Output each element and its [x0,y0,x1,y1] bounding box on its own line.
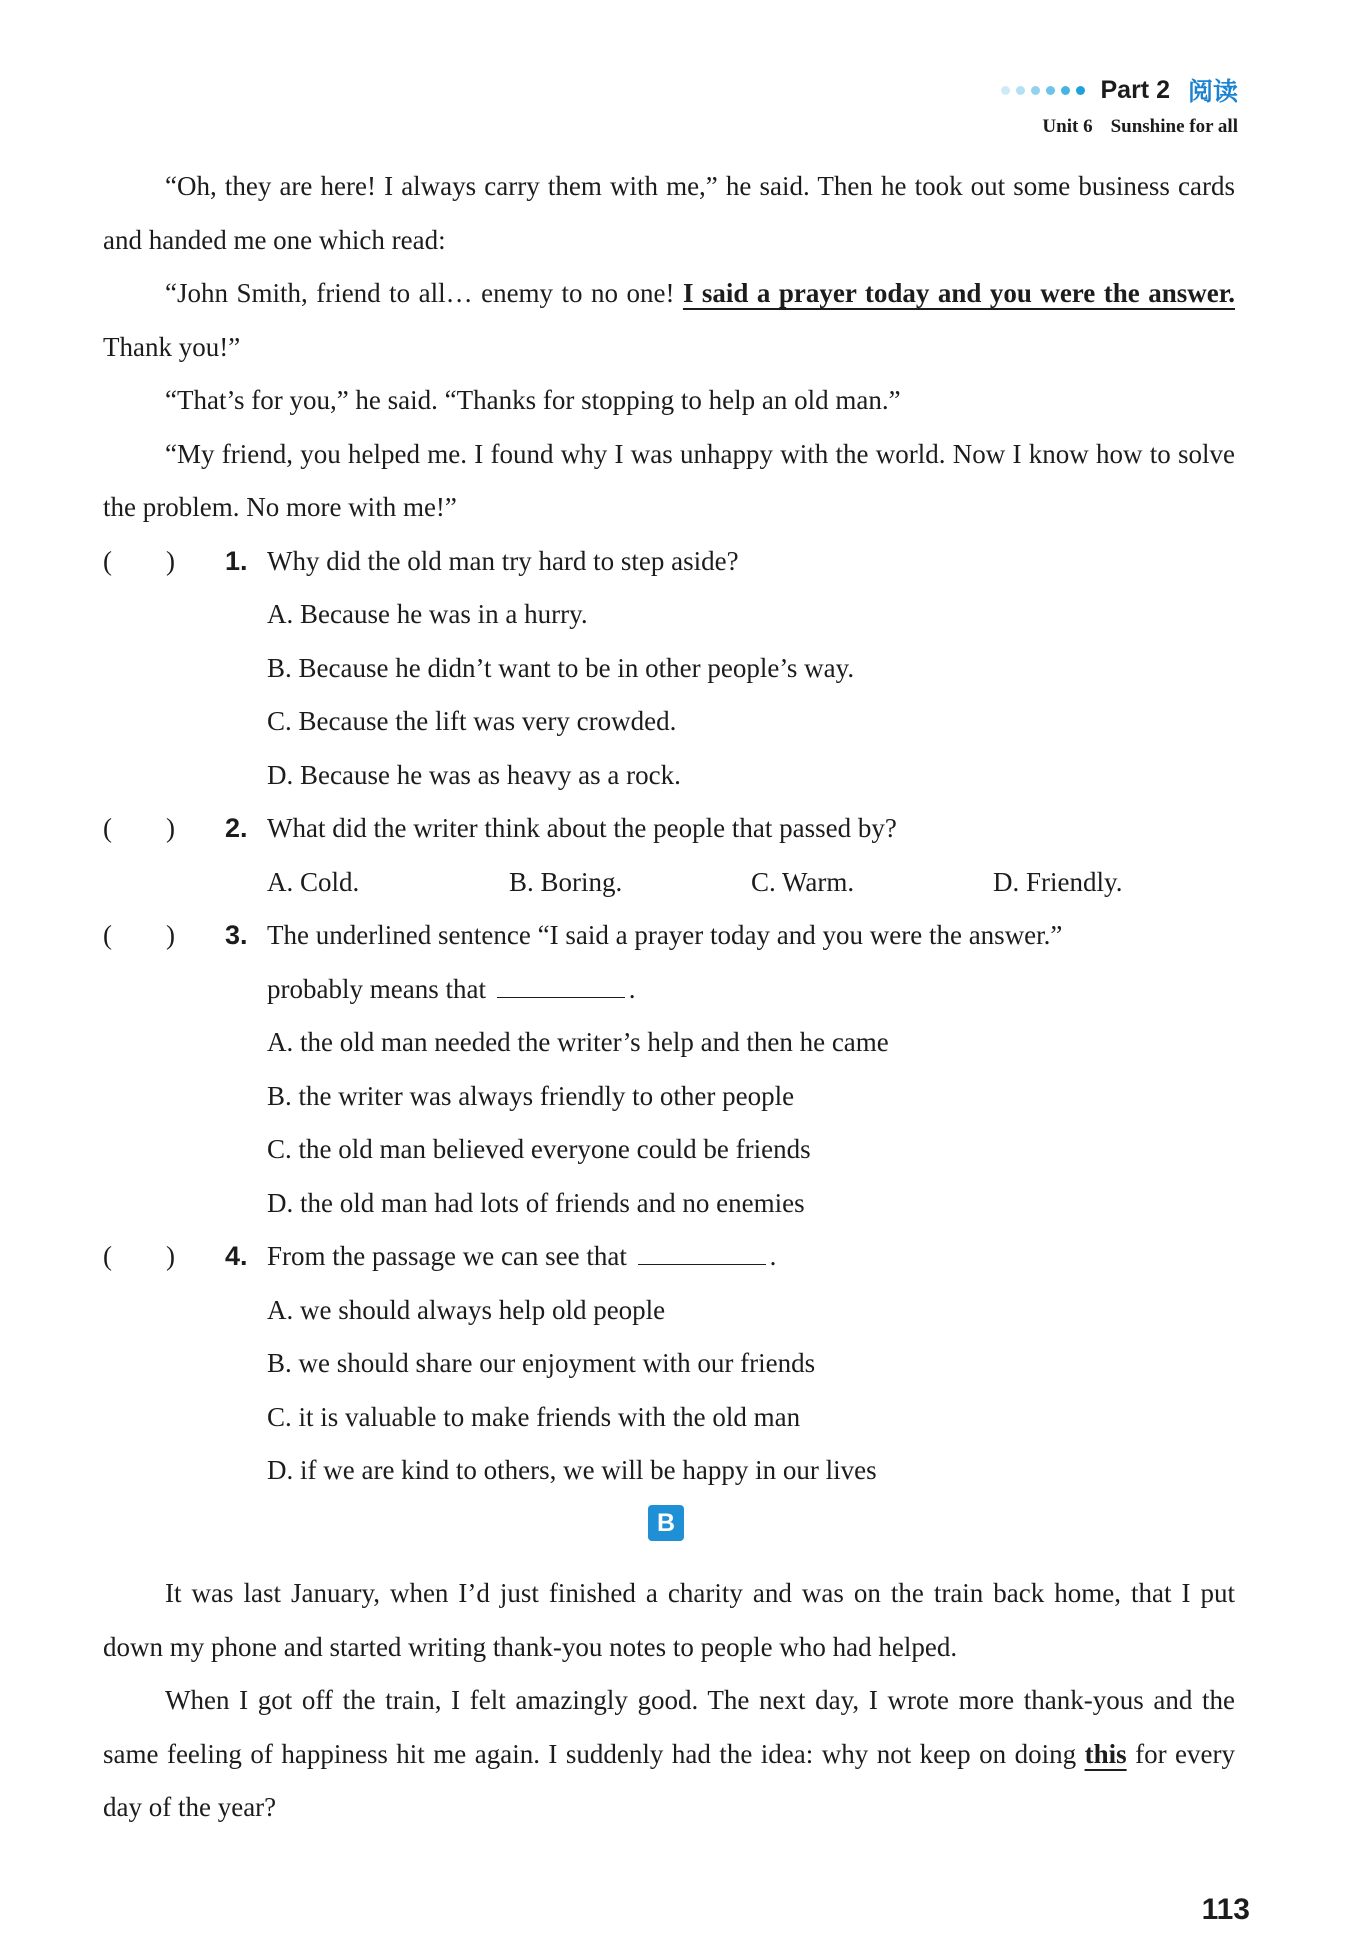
option: C. Because the lift was very crowded. [267,706,677,736]
dot-icon [1031,86,1040,95]
page-header [1001,72,1239,138]
stem-text: probably means that [267,973,486,1004]
dot-icon [1001,86,1010,95]
dot-icon [1061,86,1070,95]
answer-blank[interactable] [497,967,625,998]
question-stem: From the passage we can see that . [267,1230,1235,1284]
question-1 [103,535,1235,589]
unit-label: Unit 6 [1042,116,1093,137]
stem-text: From the passage we can see that [267,1241,627,1271]
passage-b [103,1567,1235,1835]
section-b-badge: B [648,1505,684,1541]
passage-paragraph: “My friend, you helped me. I found why I was unhappy with the world. Now I know how to solve the problem. No more with me!” [103,438,1235,522]
option: A. Cold. [267,866,360,897]
answer-paren[interactable]: ( ) [103,813,175,843]
text-span: Thank you!” [103,331,241,362]
question-3 [103,909,1235,963]
header-part-line [1001,72,1239,108]
passage-paragraph: It was last January, when I’d just finished a charity and was on the train back home, that I put down my phone and started writing thank-you notes to people who had helped. [103,1578,1235,1662]
underlined-sentence: I said a prayer today and you were the answer. [682,278,1235,308]
option: B. Boring. [509,866,623,897]
dot-icon [1076,86,1085,95]
question-stem: The underlined sentence “I said a prayer today and you were the answer.” [267,920,1063,950]
text-span: When I got off the train, I felt amazingly good. The next day, I wrote more thank-yous and the same feeling of happiness hit me again. I suddenly had the idea: why not keep on doing [103,1685,1235,1769]
question-stem: Why did the old man try hard to step aside? [267,545,739,576]
option: D. the old man had lots of friends and no enemies [267,1187,805,1218]
part-label: Part 2 [1100,75,1170,104]
option: C. Warm. [751,866,855,897]
question-4 [103,1230,1235,1284]
question-number: 1. [225,545,248,576]
question-number: 4. [225,1241,248,1271]
option: B. we should share our enjoyment with our friends [267,1348,816,1378]
options-row [103,856,1235,910]
answer-blank[interactable] [638,1234,766,1265]
question-2 [103,802,1235,856]
answer-paren[interactable]: ( ) [103,1241,175,1271]
page-number: 113 [1201,1893,1250,1926]
question-stem: What did the writer think about the people that passed by? [267,813,897,843]
question-stem-continued: probably means that . [103,963,1235,1017]
text-span: “John Smith, friend to all… enemy to no one! [165,278,683,308]
option: C. it is valuable to make friends with the old man [267,1401,801,1432]
option: D. Friendly. [993,866,1123,897]
option: D. Because he was as heavy as a rock. [267,759,681,790]
passage-paragraph: “Oh, they are here! I always carry them with me,” he said. Then he took out some business cards and handed me one which read: [103,171,1235,255]
dot-icon [1046,86,1055,95]
answer-paren[interactable]: ( ) [103,920,175,950]
option: A. the old man needed the writer’s help and then he came [267,1027,889,1057]
option: A. Because he was in a hurry. [267,599,588,629]
option: D. if we are kind to others, we will be happy in our lives [267,1455,877,1485]
option: B. the writer was always friendly to other people [267,1080,795,1111]
part-chinese-label: 阅读 [1187,77,1238,106]
unit-line [1001,116,1239,138]
question-number: 3. [225,920,248,950]
option: A. we should always help old people [267,1294,666,1325]
underlined-word: this [1084,1738,1127,1769]
dot-icon [1016,86,1025,95]
passage-paragraph [103,1674,1235,1835]
decorative-dots [1001,86,1085,95]
option: B. Because he didn’t want to be in other people’s way. [267,652,855,683]
passage-a [103,160,1235,1498]
answer-paren[interactable]: ( ) [103,545,175,576]
question-number: 2. [225,813,248,843]
text-span: for every day of the year? [103,1738,1235,1822]
unit-title: Sunshine for all [1110,116,1238,137]
passage-paragraph [103,267,1235,374]
option: C. the old man believed everyone could be friends [267,1134,811,1164]
passage-paragraph: “That’s for you,” he said. “Thanks for stopping to help an old man.” [165,385,901,415]
